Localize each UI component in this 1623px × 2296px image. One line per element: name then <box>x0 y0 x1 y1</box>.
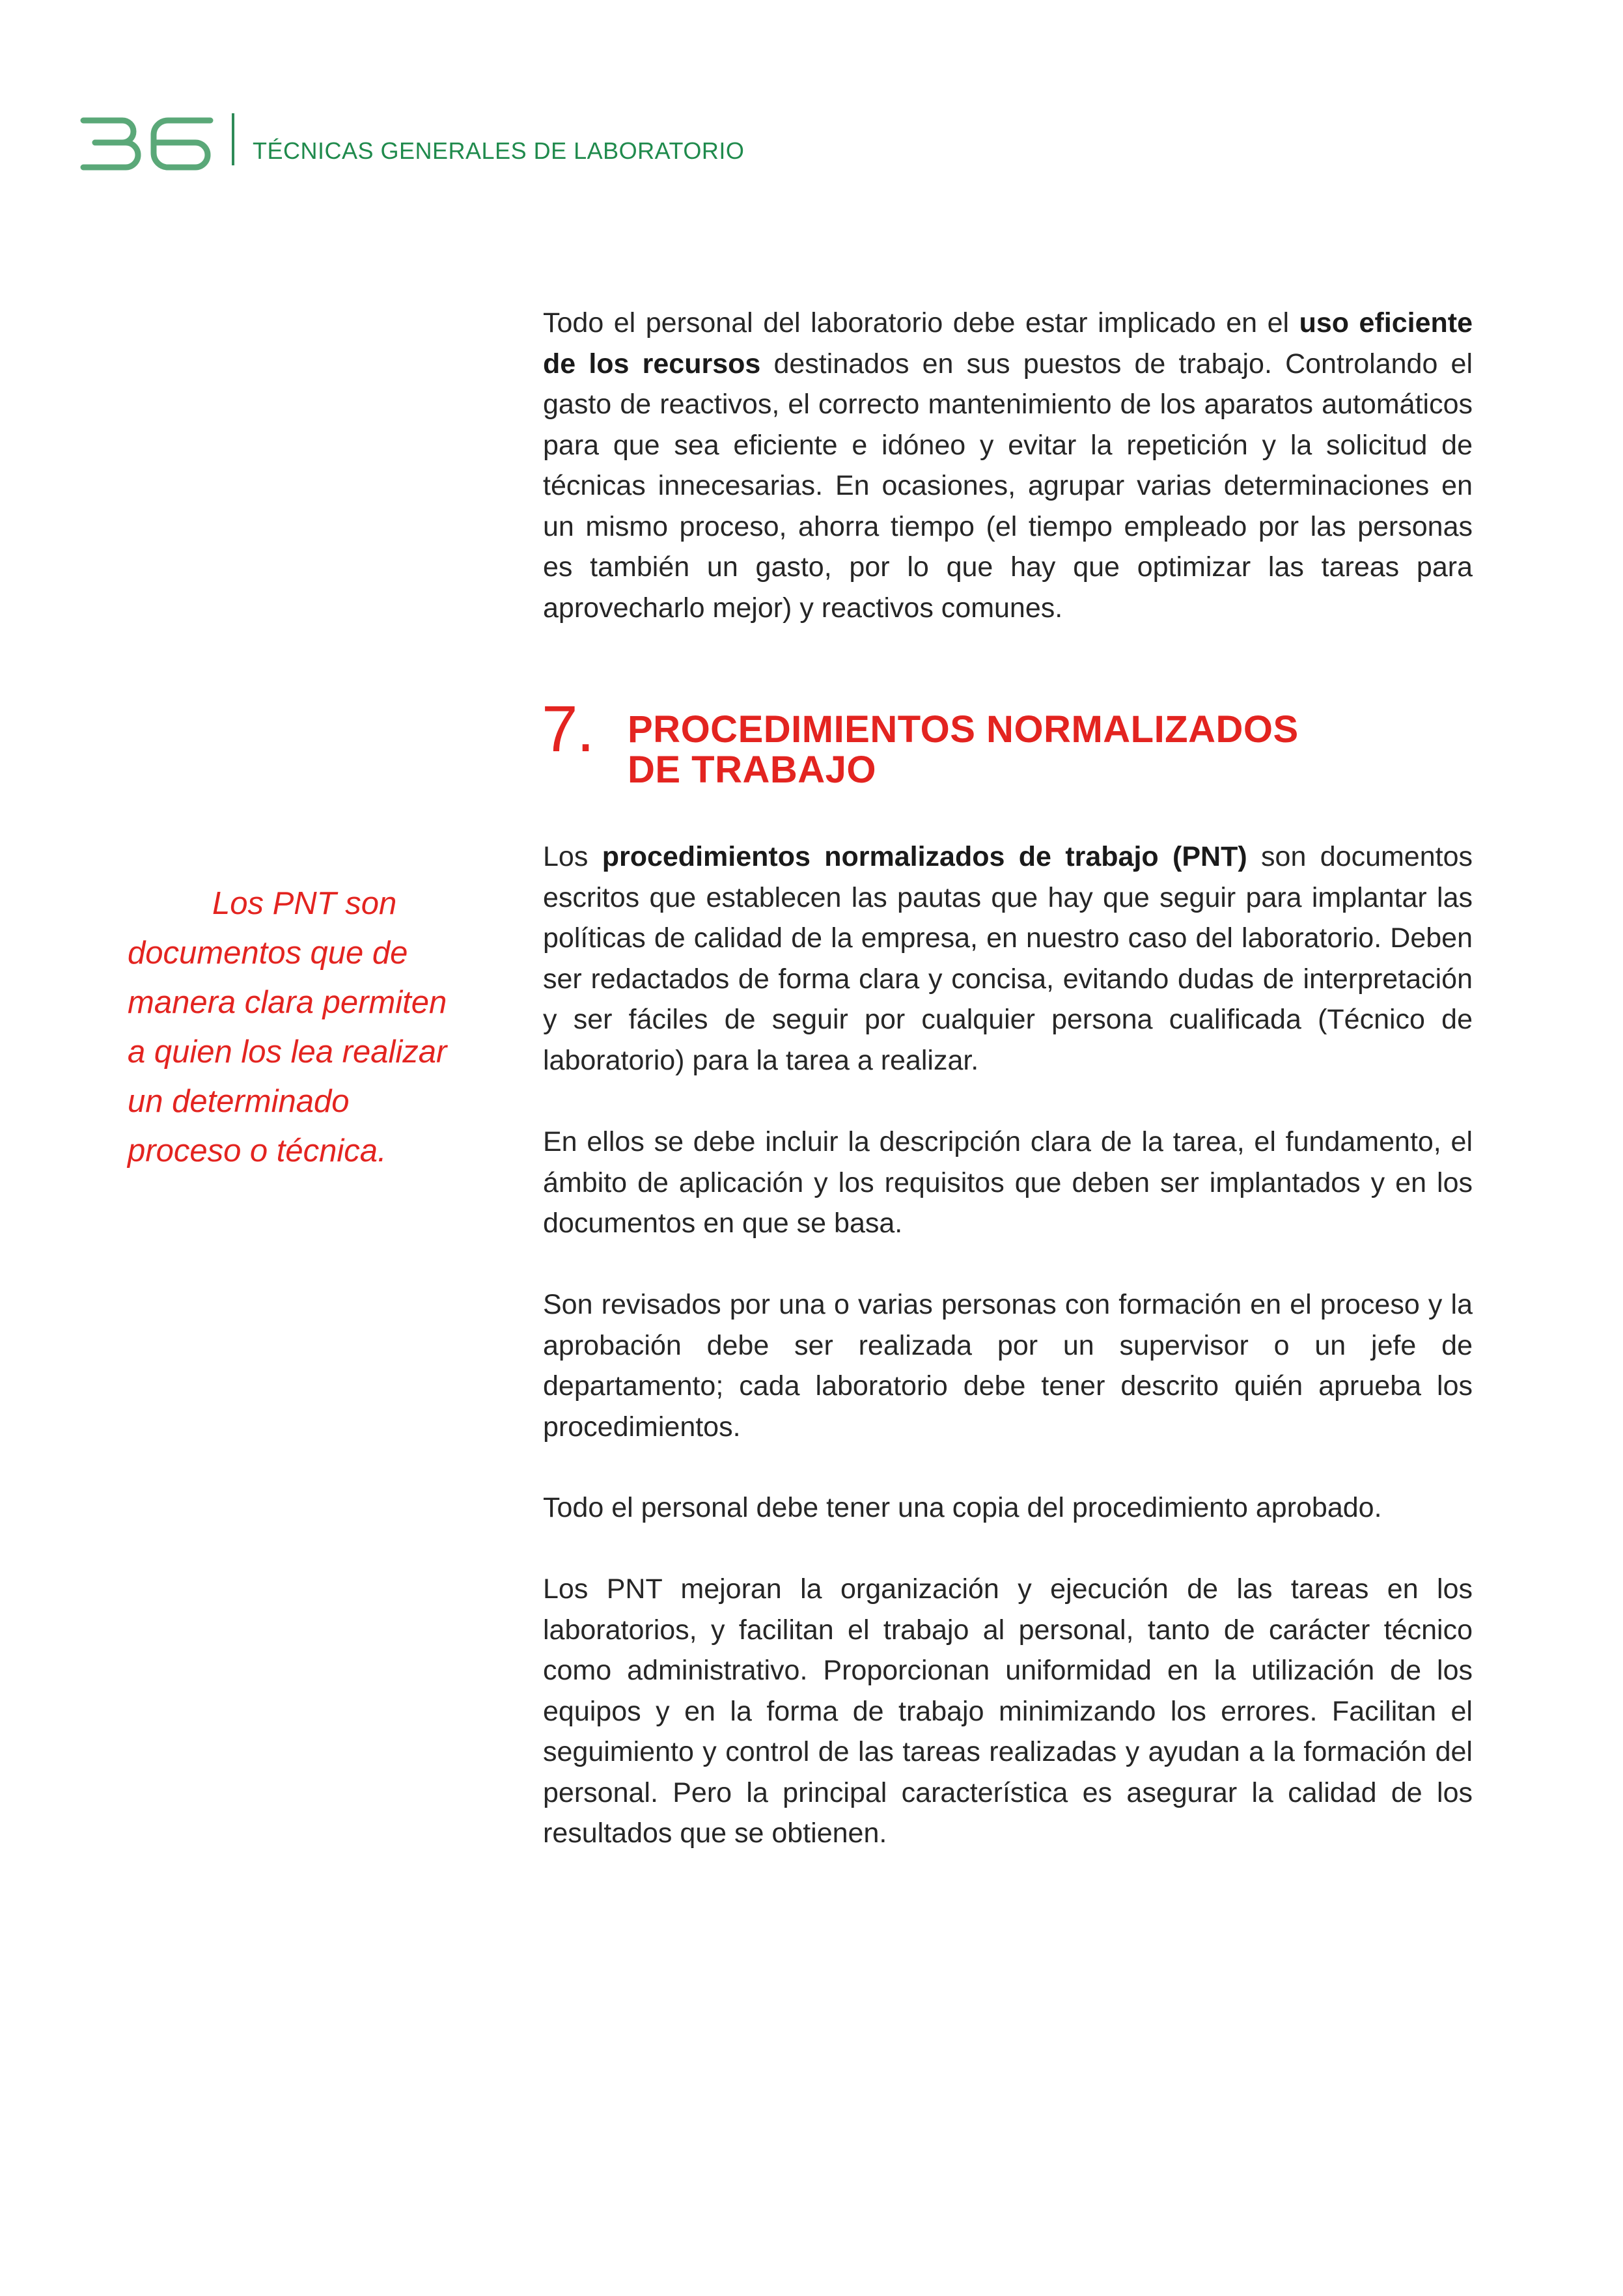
pnt-review-paragraph <box>543 1284 1473 1447</box>
pnt-improve-text: Los PNT mejoran la organización y ejecución de las tareas en los laboratorios, y facilitan el trabajo al personal, tanto de carácter técnico como administrativo. Proporcionan uniformidad en la utilización de los equipos y en la forma de trabajo minimizando los errores. Facilitan el seguimiento y control de las tareas realizadas y ayudan a la formación del personal. Pero la principal característica es asegurar la calidad de los resultados que se obtienen. <box>543 1573 1473 1849</box>
pnt-content-text: En ellos se debe incluir la descripción clara de la tarea, el fundamento, el ámbito de aplicación y los requisitos que deben ser implantados y en los documentos en que se basa. <box>543 1126 1473 1239</box>
margin-note: Los PNT son documentos que de manera clara permiten a quien los lea realizar un determinado proceso o técnica. <box>128 886 447 1169</box>
pnt-def-text-2: son documentos escritos que establecen las pautas que hay que seguir para implantar las políticas de calidad de la empresa, en nuestro caso del laboratorio. Deben ser redactados de forma clara y concisa, evitando dudas de interpretación y ser fáciles de seguir por cualquier persona cualificada (Técnico de laboratorio) para la tarea a realizar. <box>543 841 1473 1076</box>
pnt-def-bold-text: procedimientos normalizados de trabajo (PNT) <box>602 841 1247 872</box>
section-number: 7. <box>542 693 594 766</box>
header-divider <box>232 113 234 165</box>
pnt-content-paragraph <box>543 1122 1473 1244</box>
pnt-improve-paragraph <box>543 1569 1473 1854</box>
pnt-review-text: Son revisados por una o varias personas con formación en el proceso y la aprobación debe ser realizada por un supervisor o un jefe de departamento; cada laboratorio debe tener descrito quién aprueba los procedimientos. <box>543 1289 1473 1443</box>
section-title-line-2: DE TRABAJO <box>628 749 877 791</box>
section-title <box>628 710 1474 790</box>
pnt-copy-paragraph <box>543 1487 1473 1528</box>
running-title: TÉCNICAS GENERALES DE LABORATORIO <box>253 137 745 164</box>
pnt-definition-paragraph <box>543 837 1473 1081</box>
intro-bold-text: uso eficiente de los recursos <box>543 307 1473 380</box>
pnt-def-text-1: Los <box>543 841 602 872</box>
section-title-line-1: PROCEDIMIENTOS NORMALIZADOS <box>628 708 1299 751</box>
pnt-copy-text: Todo el personal debe tener una copia del procedimiento aprobado. <box>543 1492 1382 1523</box>
intro-paragraph <box>543 303 1473 628</box>
intro-text-1: Todo el personal del laboratorio debe estar implicado en el <box>543 307 1299 339</box>
intro-text-2: destinados en sus puestos de trabajo. Controlando el gasto de reactivos, el correcto mantenimiento de los aparatos automáticos para que sea eficiente e idóneo y evitar la repetición y la solicitud de técnicas innecesarias. En ocasiones, agrupar varias determinaciones en un mismo proceso, ahorra tiempo (el tiempo empleado por las personas es también un gasto, por lo que hay que optimizar las tareas para aprovecharlo mejor) y reactivos comunes. <box>543 348 1473 624</box>
page-number <box>77 104 217 176</box>
section-heading <box>542 693 1479 794</box>
